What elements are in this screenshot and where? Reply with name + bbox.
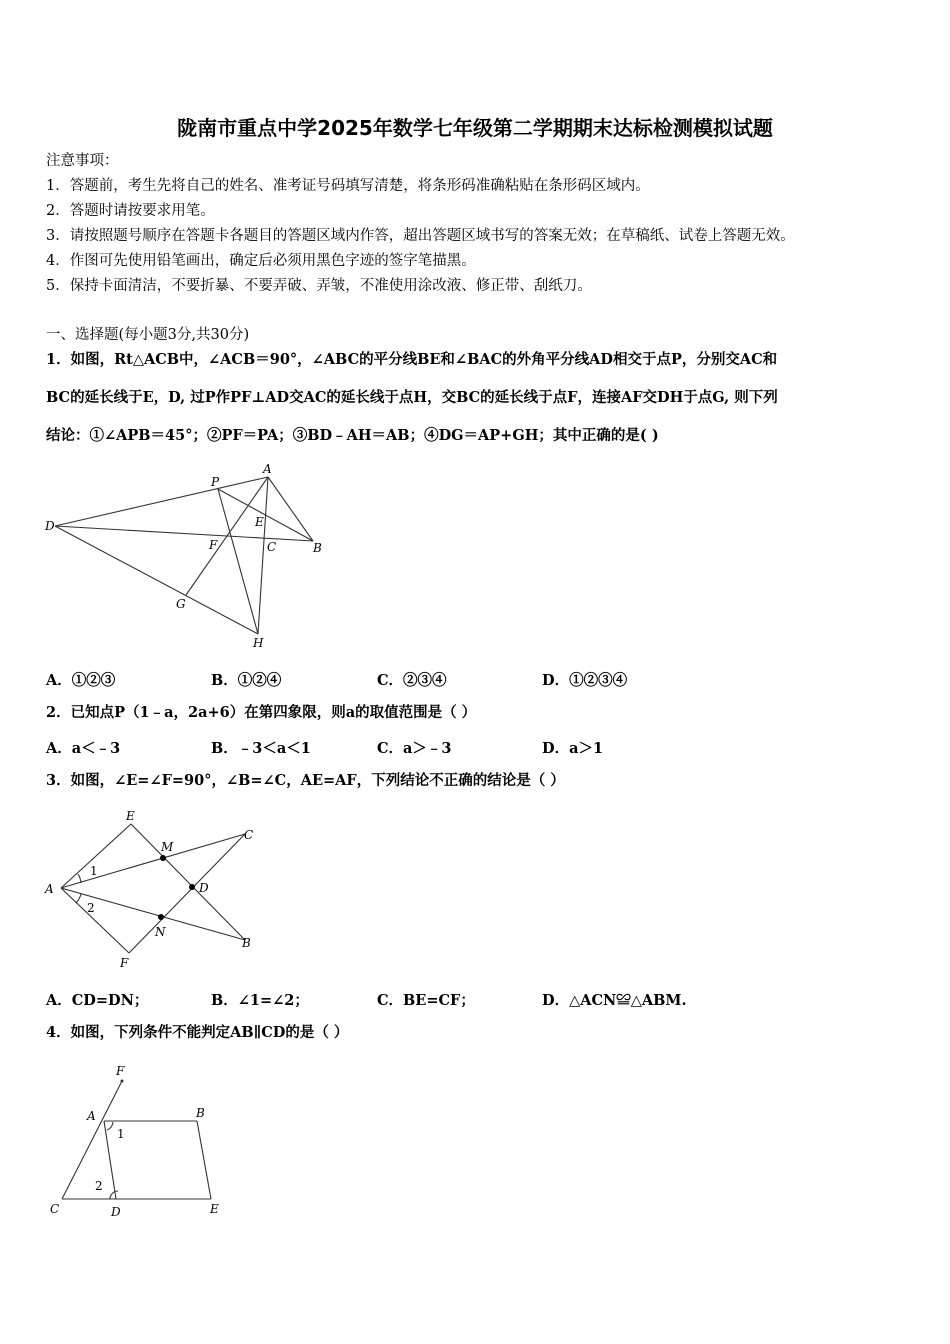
line-EB [131, 824, 245, 940]
point-label-A: A [45, 882, 54, 896]
line-AD [104, 1121, 116, 1199]
question-1-line: BC的延长线于E，D, 过P作PF⊥AD交AC的延长线于点H，交BC的延长线于点F，连接AF交DH于点G, 则下列 [46, 389, 778, 406]
question-1-line: 结论：①∠APB＝45°；②PF＝PA；③BD﹣AH＝AB；④DG＝AP+GH；其中正确的是( ) [46, 427, 659, 444]
question-3-option-b[interactable]: B．∠1=∠2； [211, 992, 309, 1009]
notice-item: 4．作图可先使用铅笔画出，确定后必须用黑色字迹的签字笔描黑。 [46, 253, 476, 269]
point-M-dot [160, 855, 166, 861]
point-label-G: G [176, 597, 186, 611]
question-1-option-a[interactable]: A．①②③ [46, 672, 116, 689]
question-3-option-a[interactable]: A．CD=DN； [46, 992, 149, 1009]
question-1-option-d[interactable]: D．①②③④ [542, 672, 628, 689]
point-F-dot [121, 1080, 124, 1083]
line-AH [258, 477, 268, 634]
question-2-option-b[interactable]: B．﹣3＜a＜1 [211, 740, 311, 757]
line-DB [55, 526, 313, 541]
point-N-dot [158, 914, 164, 920]
point-label-D: D [199, 881, 209, 895]
point-label-F: F [116, 1064, 125, 1078]
point-label-B: B [196, 1106, 205, 1120]
angle-1-arc [78, 874, 81, 883]
line-AB [268, 477, 313, 541]
angle-label-1: 1 [117, 1127, 125, 1141]
point-label-A: A [87, 1109, 96, 1123]
point-label-M: M [161, 840, 174, 854]
angle-label-2: 2 [95, 1179, 103, 1193]
point-label-C: C [244, 828, 254, 842]
question-3-figure [40, 802, 270, 977]
point-label-F: F [120, 956, 129, 970]
notice-item: 2．答题时请按要求用笔。 [46, 203, 215, 219]
question-3-option-c[interactable]: C．BE=CF； [377, 992, 475, 1009]
question-1-option-b[interactable]: B．①②④ [211, 672, 282, 689]
question-2-option-d[interactable]: D．a＞1 [542, 740, 604, 757]
question-4-figure [40, 1058, 240, 1228]
point-D-dot [189, 884, 195, 890]
notice-item: 3．请按照题号顺序在答题卡各题目的答题区域内作答，超出答题区域书写的答案无效；在草稿纸、试卷上答题无效。 [46, 228, 795, 244]
angle-1-arc [107, 1122, 113, 1130]
point-label-E: E [210, 1202, 219, 1216]
line-PH [218, 489, 258, 634]
point-label-C: C [267, 540, 277, 554]
point-label-H: H [253, 636, 264, 650]
question-2-text: 2．已知点P（1﹣a，2a+6）在第四象限，则a的取值范围是（ ） [46, 704, 477, 721]
point-label-D: D [111, 1205, 121, 1219]
question-3-text: 3．如图，∠E=∠F=90°，∠B=∠C，AE=AF，下列结论不正确的结论是（ ） [46, 772, 565, 789]
angle-label-1: 1 [90, 864, 98, 878]
line-DH [55, 526, 258, 634]
point-label-P: P [211, 475, 220, 489]
point-label-E: E [255, 515, 264, 529]
question-3-option-d[interactable]: D．△ACN≌△ABM. [542, 992, 687, 1009]
line-BE [197, 1121, 211, 1199]
point-label-B: B [242, 936, 251, 950]
point-label-A: A [263, 462, 272, 476]
point-label-C: C [50, 1202, 60, 1216]
line-DA [55, 477, 268, 526]
question-2-option-c[interactable]: C．a＞﹣3 [377, 740, 452, 757]
question-1-figure [40, 458, 340, 658]
question-1-line: 1．如图，Rt△ACB中，∠ACB＝90°，∠ABC的平分线BE和∠BAC的外角平分线AD相交于点P，分别交AC和 [46, 351, 778, 368]
point-label-N: N [155, 925, 166, 939]
point-label-E: E [126, 809, 135, 823]
question-4-text: 4．如图，下列条件不能判定AB∥CD的是（ ） [46, 1024, 349, 1041]
angle-2-arc [110, 1191, 118, 1199]
question-1-option-c[interactable]: C．②③④ [377, 672, 447, 689]
point-label-B: B [313, 541, 322, 555]
angle-label-2: 2 [87, 901, 95, 915]
point-label-F: F [209, 538, 218, 552]
notice-item: 1．答题前，考生先将自己的姓名、准考证号码填写清楚，将条形码准确粘贴在条形码区域内。 [46, 178, 650, 194]
section-heading: 一、选择题(每小题3分,共30分) [46, 327, 250, 343]
line-AC [61, 834, 245, 888]
notice-heading: 注意事项： [46, 153, 119, 169]
angle-2-arc [76, 894, 81, 903]
question-2-option-a[interactable]: A．a＜﹣3 [46, 740, 121, 757]
line-AE [61, 824, 131, 888]
point-label-D: D [45, 519, 55, 533]
notice-item: 5．保持卡面清洁，不要折暴、不要弄破、弄皱，不准使用涂改液、修正带、刮纸刀。 [46, 278, 592, 294]
page-title: 陇南市重点中学2025年数学七年级第二学期期末达标检测模拟试题 [177, 116, 773, 140]
line-AG [186, 477, 268, 595]
